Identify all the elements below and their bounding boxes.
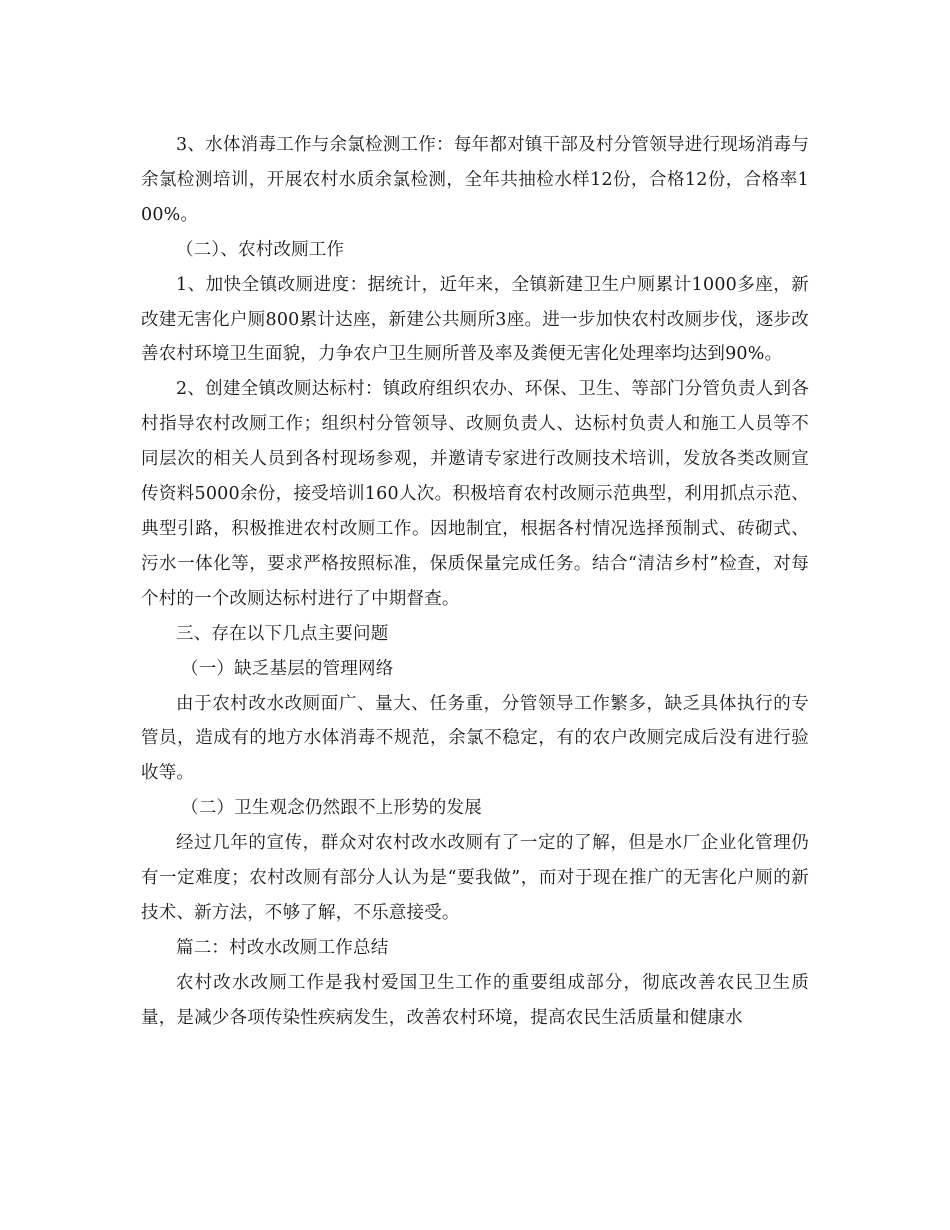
document-body	[141, 128, 809, 1036]
paragraph-part-two-intro: 农村改水改厕工作是我村爱国卫生工作的重要组成部分，彻底改善农民卫生质量，是减少各项传染性疾病发生，改善农村环境，提高农民生活质量和健康水	[141, 972, 809, 1028]
paragraph-hygiene-awareness: 经过几年的宣传，群众对农村改水改厕有了一定的了解，但是水厂企业化管理仍有一定难度；农村改厕有部分人认为是“要我做”，而对于现在推广的无害化户厕的新技术、新方法，不够了解，不乐意接受。	[141, 833, 809, 923]
paragraph-management-network: 由于农村改水改厕面广、量大、任务重，分管领导工作繁多，缺乏具体执行的专管员，造成有的地方水体消毒不规范，余氯不稳定，有的农户改厕完成后没有进行验收等。	[141, 693, 809, 784]
subheading-hygiene-awareness: （二）卫生观念仍然跟不上形势的发展	[181, 798, 482, 819]
paragraph-water-disinfection: 3、水体消毒工作与余氯检测工作：每年都对镇干部及村分管领导进行现场消毒与余氯检测培训，开展农村水质余氯检测，全年共抽检水样12份，合格12份，合格率100%。	[141, 135, 809, 225]
section-heading-problems: 三、存在以下几点主要问题	[176, 623, 389, 644]
subheading-management-network: （一）缺乏基层的管理网络	[181, 658, 394, 679]
paragraph-model-villages: 2、创建全镇改厕达标村：镇政府组织农办、环保、卫生、等部门分管负责人到各村指导农村改厕工作；组织村分管领导、改厕负责人、达标村负责人和施工人员等不同层次的相关人员到各村现场参观，并邀请专家进行改厕技术培训，发放各类改厕宣传资料5000余份，接受培训160人次。积极培育农村改厕示范典型，利用抓点示范、典型引路，积极推进农村改厕工作。因地制宜，根据各村情况选择预制式、砖砌式、污水一体化等，要求严格按照标准，保质保量完成任务。结合“清洁乡村”检查，对每个村的一个改厕达标村进行了中期督查。	[141, 379, 809, 609]
section-heading-part-two: 篇二：村改水改厕工作总结	[176, 937, 389, 958]
paragraph-toilet-progress: 1、加快全镇改厕进度：据统计，近年来，全镇新建卫生户厕累计1000多座，新改建无害化户厕800累计达座，新建公共厕所3座。进一步加快农村改厕步伐，逐步改善农村环境卫生面貌，力争农户卫生厕所普及率及粪便无害化处理率均达到90%。	[141, 274, 809, 365]
section-heading-toilet-reform: （二）、农村改厕工作	[176, 239, 345, 260]
